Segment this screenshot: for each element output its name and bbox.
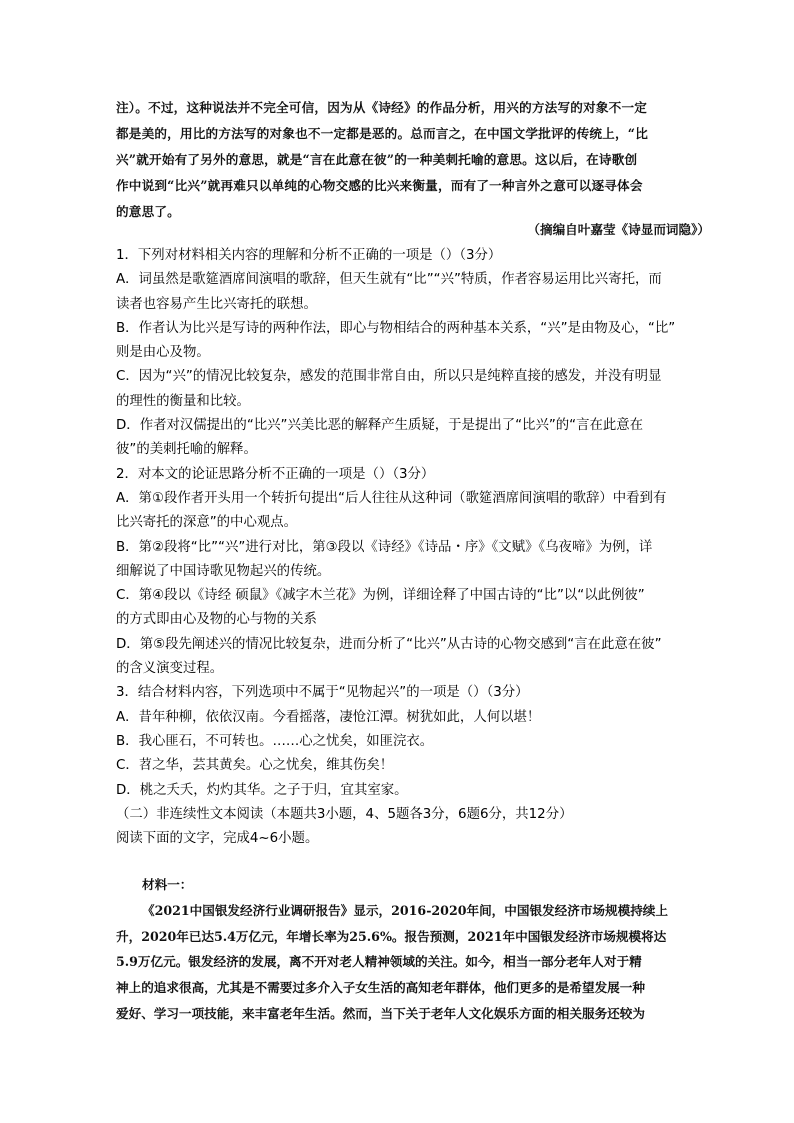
- passage-line: 作中说到“比兴”就再难只以单纯的心物交感的比兴来衡量，而有了一种言外之意可以逐寻体会: [116, 178, 643, 193]
- material-line: 升，2020年已达5.4万亿元，年增长率为25.6%。报告预测，2021年中国银发经济市场规模将达: [116, 928, 667, 944]
- question-3-stem: 3．结合材料内容，下列选项中不属于“见物起兴”的一项是（）（3分）: [116, 685, 529, 701]
- question-2-option-a: A．第①段作者开头用一个转折句提出“后人往往从这种词（歌筵酒席间演唱的歌辞）中看到有: [116, 490, 667, 506]
- question-2-option-b-cont: 细解说了中国诗歌见物起兴的传统。: [116, 563, 331, 579]
- question-1-option-c-cont: 的理性的衡量和比较。: [116, 393, 250, 409]
- question-3-option-a: A．昔年种柳，依依汉南。今看摇落，凄怆江潭。树犹如此，人何以堪！: [116, 709, 541, 725]
- question-1-option-a-cont: 读者也容易产生比兴寄托的联想。: [116, 296, 317, 312]
- question-1-option-a: A．词虽然是歌筵酒席间演唱的歌辞，但天生就有“比”“兴”特质，作者容易运用比兴寄托，而: [116, 272, 662, 288]
- passage-line: 的意思了。: [116, 204, 180, 219]
- question-1-option-c: C．因为“兴”的情况比较复杂，感发的范围非常自由，所以只是纯粹直接的感发，并没有明显: [116, 369, 662, 385]
- question-1-option-d: D．作者对汉儒提出的“比兴”兴美比恶的解释产生质疑，于是提出了“比兴”的“言在此意在: [116, 418, 644, 434]
- section-instruction: 阅读下面的文字，完成4~6小题。: [116, 831, 319, 847]
- passage-line: 兴”就开始有了另外的意思，就是“言在此意在彼”的一种美刺托喻的意思。这以后，在诗歌创: [116, 152, 638, 167]
- section-heading: （二）非连续性文本阅读（本题共3小题，4、5题各3分，6题6分，共12分）: [116, 806, 573, 822]
- question-block: [116, 244, 716, 851]
- question-1-option-d-cont: 彼”的美刺托喻的解释。: [116, 442, 257, 458]
- passage-source: （摘编自叶嘉莹《诗显而词隐》）: [527, 222, 710, 237]
- question-3-option-d: D．桃之夭夭，灼灼其华。之子于归，宜其室家。: [116, 782, 408, 798]
- question-2-option-d-cont: 的含义演变过程。: [116, 661, 224, 677]
- material-line: 爱好、学习一项技能，来丰富老年生活。然而，当下关于老年人文化娱乐方面的相关服务还较为: [116, 1005, 645, 1021]
- question-2-option-b: B．第②段将“比”“兴”进行对比，第③段以《诗经》《诗品・序》《文赋》《乌夜啼》为例，详: [116, 539, 653, 555]
- material-title: 材料一：: [142, 877, 193, 892]
- question-1-stem: 1．下列对材料相关内容的理解和分析不正确的一项是（）（3分）: [116, 248, 502, 263]
- question-2-option-a-cont: 比兴寄托的深意”的中心观点。: [116, 515, 298, 531]
- material-line: 神上的追求很高，尤其是不需要过多介入子女生活的高知老年群体，他们更多的是希望发展一种: [116, 980, 645, 996]
- passage-line: 都是美的，用比的方法写的对象也不一定都是恶的。总而言之，在中国文学批评的传统上，“比: [116, 126, 648, 141]
- question-2-option-c-cont: 的方式即由心及物的心与物的关系: [116, 612, 317, 628]
- question-1-option-b-cont: 则是由心及物。: [116, 345, 210, 361]
- question-2-option-c: C．第④段以《诗经 硕鼠》《减字木兰花》为例，详细诠释了中国古诗的“比”以“以此例彼”: [116, 588, 645, 604]
- question-3-option-c: C．苕之华，芸其黄矣。心之忧矣，维其伤矣！: [116, 758, 394, 774]
- question-1-option-b: B．作者认为比兴是写诗的两种作法，即心与物相结合的两种基本关系，“兴”是由物及心，“比”: [116, 320, 676, 336]
- passage-line: 注）。不过，这种说法并不完全可信，因为从《诗经》的作品分析，用兴的方法写的对象不一定: [116, 100, 648, 115]
- material-one: [116, 872, 710, 1027]
- material-line: 《2021中国银发经济行业调研报告》显示，2016-2020年间，中国银发经济市场规模持续上: [142, 902, 668, 918]
- question-3-option-b: B．我心匪石，不可转也。……心之忧矣，如匪浣衣。: [116, 733, 434, 749]
- material-line: 5.9万亿元。银发经济的发展，离不开对老人精神领域的关注。如今，相当一部分老年人对于精: [116, 954, 642, 970]
- question-2-stem: 2．对本文的论证思路分析不正确的一项是（）（3分）: [116, 466, 435, 482]
- reading-passage: [116, 95, 710, 225]
- question-2-option-d: D．第⑤段先阐述兴的情况比较复杂，进而分析了“比兴”从古诗的心物交感到“言在此意在彼”: [116, 636, 662, 652]
